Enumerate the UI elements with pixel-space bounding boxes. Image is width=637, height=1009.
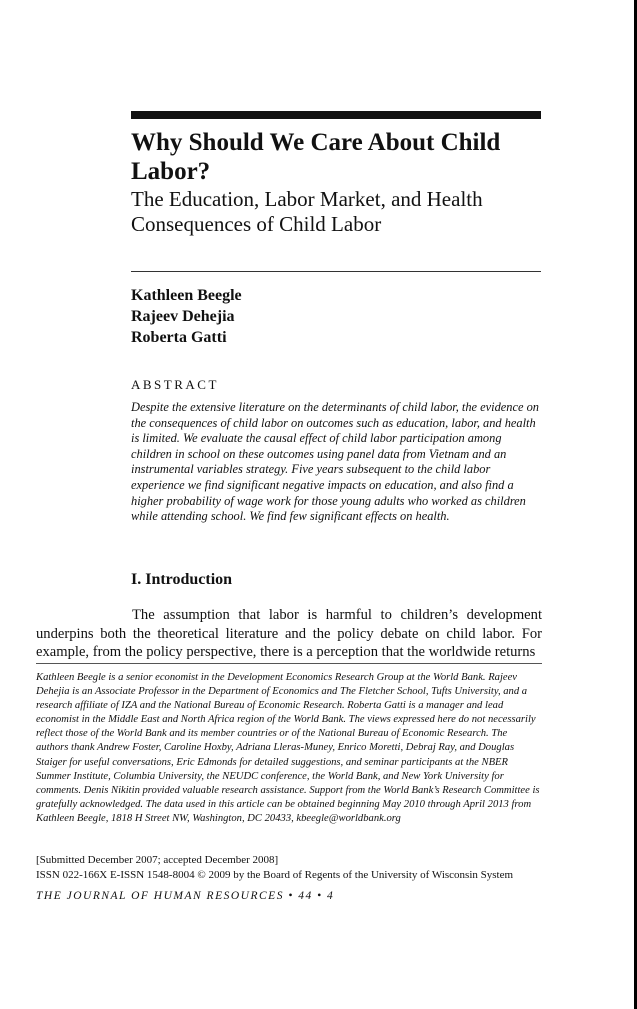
author-name: Kathleen Beegle	[131, 287, 242, 304]
section-heading-introduction: I. Introduction	[131, 571, 233, 588]
author-footnote: Kathleen Beegle is a senior economist in the Development Economics Research Group at the World Bank. Rajeev Dehejia is an Associate Professor in the Department of Economics and The Fletcher School, Tufts University, and a research affiliate of IZA and the National Bureau of Economic Research. Roberta Gatti is a manager and lead economist in the Middle East and North Africa region of the World Bank. The views expressed here do not necessarily reflect those of the World Bank and its member countries or of the National Bureau of Economic Research. The authors thank Andrew Foster, Caroline Hoxby, Adriana Lleras-Muney, Enrico Moretti, Debraj Ray, and Douglas Staiger for useful conversations, Eric Edmonds for detailed suggestions, and seminar participants at the NBER Summer Institute, Columbia University, the NEUDC conference, the World Bank, and New York University for comments. Denis Nikitin provided valuable research assistance. Support from the World Bank’s Research Committee is gratefully acknowledged. The data used in this article can be obtained beginning May 2010 through April 2013 from Kathleen Beegle, 1818 H Street NW, Washington, DC 20433, kbeegle@worldbank.org	[36, 672, 540, 824]
abstract-heading: ABSTRACT	[131, 377, 219, 392]
article-title: Why Should We Care About Child Labor?	[131, 129, 501, 185]
introduction-paragraph: The assumption that labor is harmful to children’s development underpins both the theoretical literature and the policy debate on child labor. For example, from the policy perspective, there is a perception that the worldwide returns	[36, 607, 542, 661]
author-list	[131, 285, 431, 348]
footnote-divider	[36, 663, 542, 664]
top-rule	[131, 111, 541, 119]
article-subtitle: The Education, Labor Market, and Health Consequences of Child Labor	[131, 187, 483, 236]
abstract-text: Despite the extensive literature on the determinants of child labor, the evidence on the consequences of child labor on outcomes such as education, labor, and health is limited. We evaluate the causal effect of child labor participation among children in school on these outcomes using panel data from Vietnam and an instrumental variables strategy. Five years subsequent to the child labor experience we find significant negative impacts on education, and also find a higher probability of wage work for those young adults who worked as children while attending school. We find few significant effects on health.	[131, 400, 539, 524]
submission-dates: [Submitted December 2007; accepted December 2008]	[36, 854, 279, 866]
author-name: Rajeev Dehejia	[131, 308, 235, 325]
title-divider	[131, 271, 541, 272]
author-name: Roberta Gatti	[131, 329, 227, 346]
issn-copyright: ISSN 022-166X E-ISSN 1548-8004 © 2009 by the Board of Regents of the University of Wisconsin System	[36, 869, 514, 881]
journal-footer: THE JOURNAL OF HUMAN RESOURCES • 44 • 4	[36, 890, 335, 902]
